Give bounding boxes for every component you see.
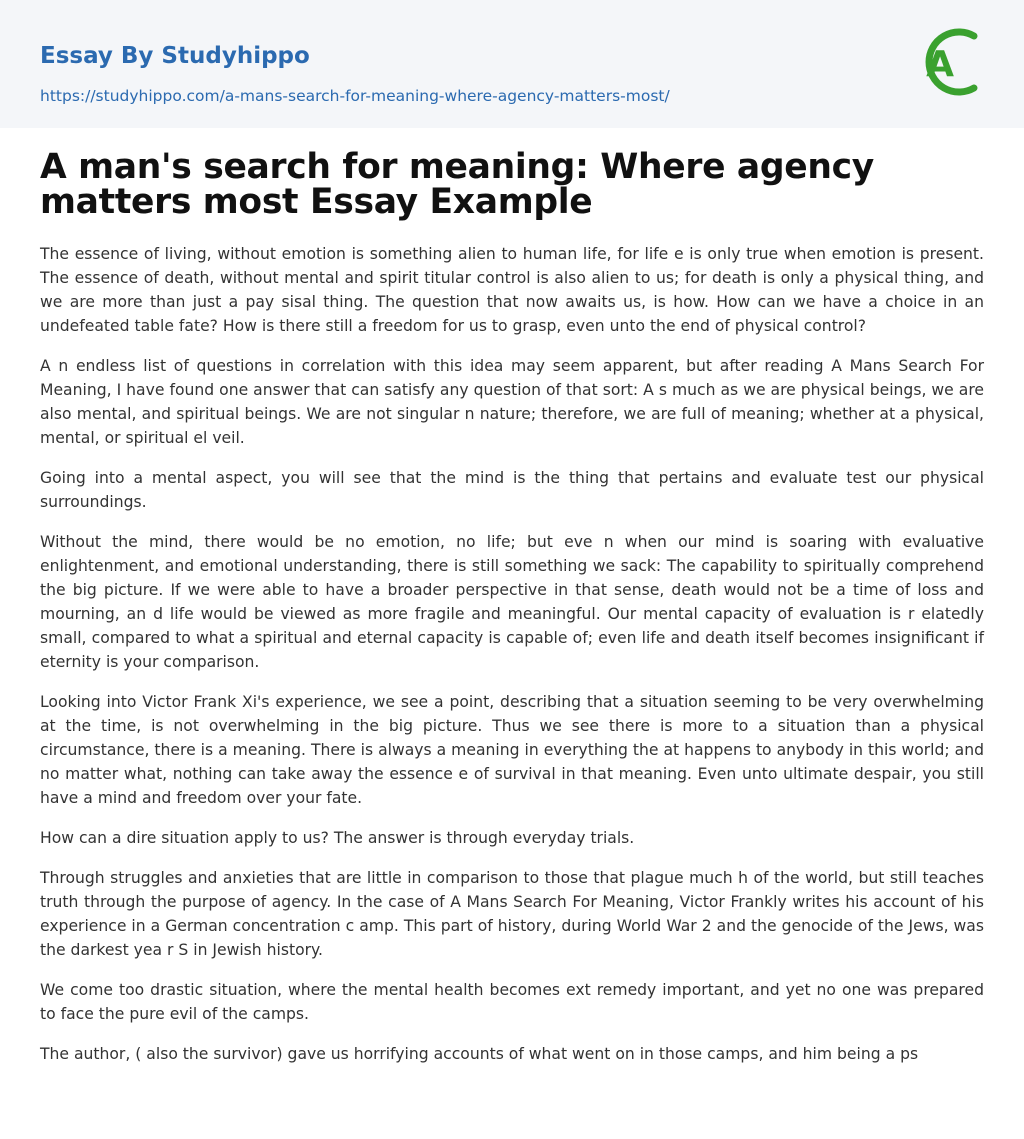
paragraph: We come too drastic situation, where the mental health becomes ext remedy important, and yet no one was prepared to face the pure evil of the camps. [40,981,984,1023]
paragraph: The essence of living, without emotion is something alien to human life, for life e is only true when emotion is present. The essence of death, without mental and spirit titular control is also alien to us; for death is only a physical thing, and we are more than just a pay sisal thing. The question that now awaits us, is how. How can we have a choice in an undefeated table fate? How is there still a freedom for us to grasp, even unto the end of physical control? [40,245,984,335]
paragraph: Going into a mental aspect, you will see that the mind is the thing that pertains and evaluate test our physical surroundings. [40,469,984,511]
site-header [0,0,1024,128]
paragraph: Through struggles and anxieties that are little in comparison to those that plague much h of the world, but still teaches truth through the purpose of agency. In the case of A Mans Search For Meaning, Victor Frankly writes his account of his experience in a German concentration c amp. This part of history, during World War 2 and the genocide of the Jews, was the darkest yea r S in Jewish history. [40,869,984,959]
paragraph: How can a dire situation apply to us? The answer is through everyday trials. [40,829,635,847]
brand-title[interactable]: Essay By Studyhippo [40,43,310,69]
article [0,147,1024,1066]
source-url-link[interactable]: https://studyhippo.com/a-mans-search-for-meaning-where-agency-matters-most/ [40,87,670,105]
paragraph-truncated: The author, ( also the survivor) gave us horrifying accounts of what went on in those camps, and him being a ps [40,1045,919,1063]
paragraph: A n endless list of questions in correlation with this idea may seem apparent, but after reading A Mans Search For Meaning, I have found one answer that can satisfy any question of that sort: A s much as we are physical beings, we are also mental, and spiritual beings. We are not singular n nature; therefore, we are full of meaning; whether at a physical, mental, or spiritual el veil. [40,357,984,447]
article-title: A man's search for meaning: Where agency matters most Essay Example [40,147,874,222]
logo-letter: A [926,44,954,85]
paragraph: Without the mind, there would be no emotion, no life; but eve n when our mind is soaring with evaluative enlightenment, and emotional understanding, there is still something we sack: The capability to spiritually comprehend the big picture. If we were able to have a broader perspective in that sense, death would not be a time of loss and mourning, an d life would be viewed as more fragile and meaningful. Our mental capacity of evaluation is r elatedly small, compared to what a spiritual and eternal capacity is capable of; even life and death itself becomes insignificant if eternity is your comparison. [40,533,984,671]
studyhippo-logo-icon[interactable] [914,18,986,106]
paragraph: Looking into Victor Frank Xi's experience, we see a point, describing that a situation seeming to be very overwhelming at the time, is not overwhelming in the big picture. Thus we see there is more to a situation than a physical circumstance, there is a meaning. There is always a meaning in everything the at happens to anybody in this world; and no matter what, nothing can take away the essence e of survival in that meaning. Even unto ultimate despair, you still have a mind and freedom over your fate. [40,693,984,807]
